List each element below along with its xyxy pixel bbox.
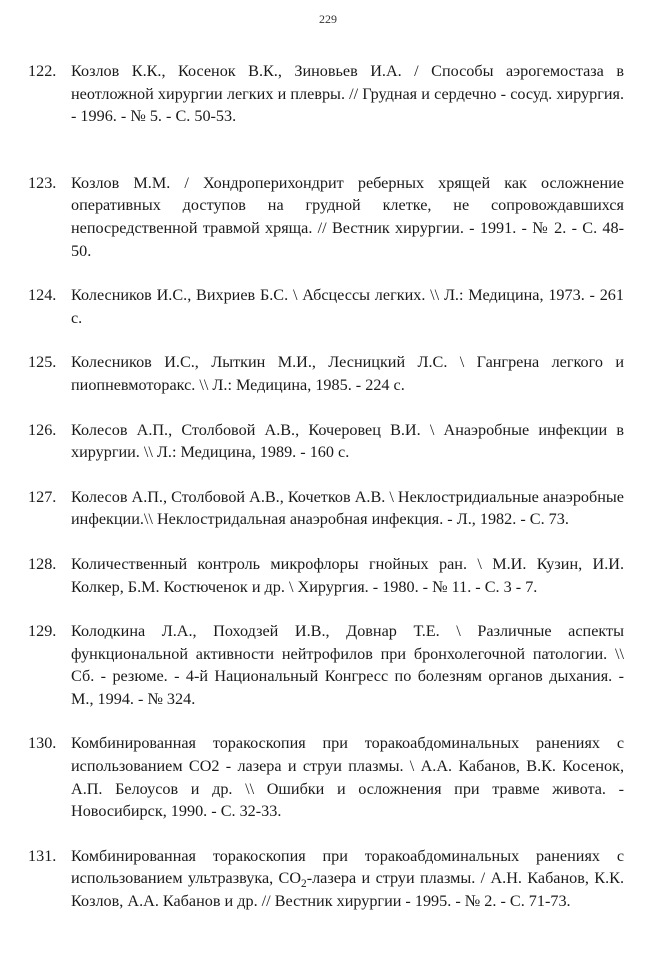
reference-number: 129. — [28, 622, 57, 641]
reference-text: Козлов К.К., Косенок В.К., Зиновьев И.А. / Способы аэрогемостаза в неотложной хирургии легких и плевры. // Грудная и сердечно - сосуд. хирургия. - 1996. - № 5. - С. 50-53. — [71, 62, 624, 126]
reference-text: Комбинированная торакоскопия при торакоабдоминальных ранениях с использованием СО2 - лазера и струи плазмы. \ А.А. Кабанов, В.К. Косенок, А.П. Белоусов и др. \\ Ошибки и осложнения при травме живота. - Новосибирск, 1990. - С. 32-33. — [71, 734, 624, 821]
reference-number: 128. — [28, 554, 57, 573]
reference-number: 124. — [28, 286, 57, 305]
reference-number: 123. — [28, 173, 57, 192]
reference-number: 122. — [28, 62, 57, 80]
page-number: 229 — [319, 12, 337, 26]
reference-item — [28, 60, 624, 128]
reference-item — [28, 553, 624, 598]
reference-text: Колесников И.С., Лыткин М.И., Лесницкий Л.С. \ Гангрена легкого и пиопневмоторакс. \\ Л.: Медицина, 1985. - 224 с. — [71, 353, 624, 394]
reference-item — [28, 419, 624, 464]
reference-item — [28, 732, 624, 822]
reference-number: 126. — [28, 420, 57, 439]
reference-item — [28, 620, 624, 710]
reference-text: Количественный контроль микрофлоры гнойных ран. \ М.И. Кузин, И.И. Колкер, Б.М. Костюченок и др. \ Хирургия. - 1980. - № 11. - С. 3 - 7. — [71, 554, 624, 596]
reference-number: 125. — [28, 353, 57, 372]
reference-text: Колесов А.П., Столбовой А.В., Кочеровец В.И. \ Анаэробные инфекции в хирургии. \\ Л.: Медицина, 1989. - 160 с. — [71, 420, 624, 462]
reference-item — [28, 486, 624, 531]
reference-item — [28, 351, 624, 396]
reference-text — [71, 847, 624, 910]
reference-text-part: Комбинированная торакоскопия при торакоабдоминальных ранениях с использованием ультразвука, СО — [71, 846, 624, 888]
reference-list — [28, 60, 624, 913]
reference-item — [28, 845, 624, 913]
subscript: 2 — [301, 878, 307, 891]
reference-item — [28, 284, 624, 329]
reference-text: Колесников И.С., Вихриев Б.С. \ Абсцессы легких. \\ Л.: Медицина, 1973. - 261 с. — [71, 286, 624, 327]
reference-number: 130. — [28, 734, 57, 753]
reference-text-part: -лазера и струи плазмы. / А.Н. Кабанов, К.К. Козлов, А.А. Кабанов и др. // Вестник хирургии - 1995. - № 2. - С. 71-73. — [71, 869, 624, 911]
reference-text: Козлов М.М. / Хондроперихондрит реберных хрящей как осложнение оперативных доступов на грудной клетке, не сопровождавшихся непосредственной травмой хряща. // Вестник хирургии. - 1991. - № 2. - С. 48-50. — [71, 173, 624, 260]
reference-number: 131. — [28, 846, 57, 865]
reference-number: 127. — [28, 487, 57, 506]
reference-text: Колодкина Л.А., Походзей И.В., Довнар Т.Е. \ Различные аспекты функциональной активности нейтрофилов при бронхолегочной патологии. \\ Сб. - резюме. - 4-й Национальный Конгресс по болезням органов дыхания. - М., 1994. - № 324. — [71, 622, 624, 708]
reference-text: Колесов А.П., Столбовой А.В., Кочетков А.В. \ Неклостридиальные анаэробные инфекции.\\ Неклостридальная анаэробная инфекция. - Л., 1982. - С. 73. — [71, 487, 624, 529]
reference-item — [28, 172, 624, 262]
